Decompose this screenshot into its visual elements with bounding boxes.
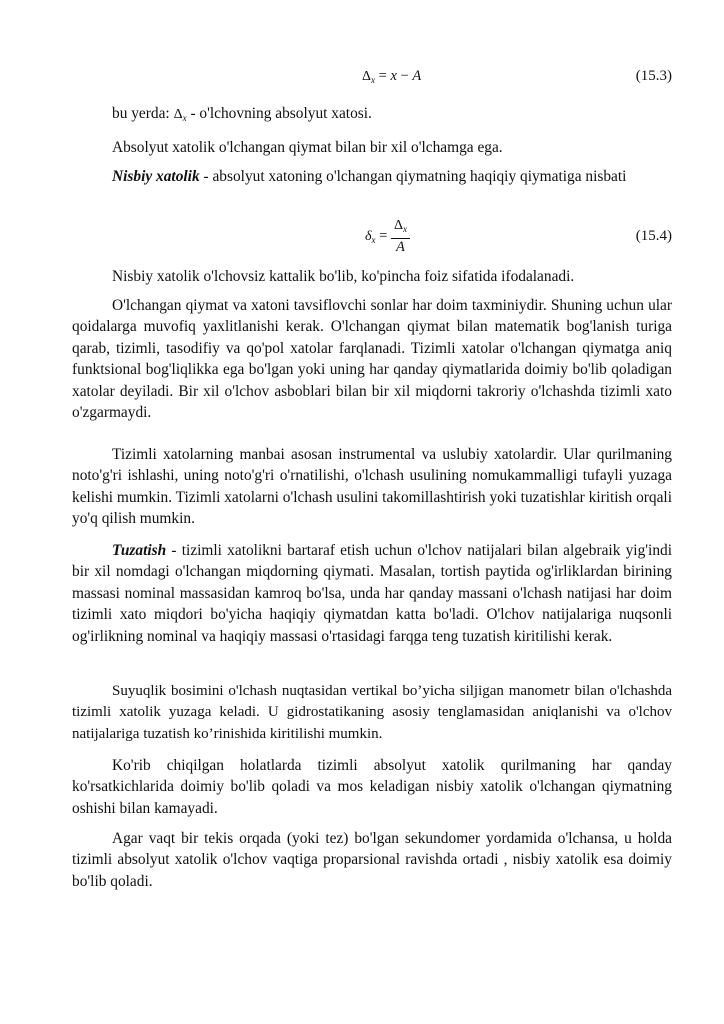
- equation-formula: [365, 218, 410, 255]
- equation-number: (15.4): [635, 228, 672, 244]
- small-delta-symbol: δ: [365, 228, 372, 244]
- paragraph-relative-error-definition: [72, 166, 672, 187]
- subscript: x: [371, 234, 376, 245]
- paragraph-stopwatch: Agar vaqt bir tekis orqada (yoki tez) bo'lgan sekundomer yordamida o'lchansa, u holda tizimli absolyut xatolik o'lchov vaqtiga proparsional ravishda ortadi , nisbiy xatolik esa doimiy bo'lib qoladi.: [72, 830, 672, 890]
- paragraph-systematic-errors: O'lchangan qiymat va xatoni tavsiflovchi sonlar har doim taxminiydir. Shuning uchun ular qoidalarga muvofiq yaxlitlanishi kerak. O'lchangan qiymat bilan matematik bog'lanish turiga qarab, tizimli, tasodifiy va qo'pol xatolar farqlanadi. Tizimli xatolar o'lchangan qiymatga aniq funktsional bog'liqlikka ega bo'lgan yoki uning har qanday qiymatlarida doimiy bo'lib qoladigan xatolar deyiladi. Bir xil o'lchov asboblari bilan bir xil miqdorni takroriy o'lchashda tizimli xato o'zgarmaydi.: [72, 297, 672, 422]
- delta-symbol: Δ: [173, 107, 183, 122]
- equals-sign: =: [379, 227, 388, 244]
- variable-x: x: [390, 68, 397, 84]
- paragraph-correction: [72, 540, 672, 647]
- equals-sign: =: [378, 68, 387, 84]
- fraction: [391, 218, 410, 255]
- variable-a: A: [412, 68, 422, 84]
- equation-number: (15.3): [635, 68, 672, 84]
- minus-sign: −: [400, 68, 409, 84]
- equation-formula: [362, 68, 421, 85]
- where-line: [72, 103, 672, 129]
- paragraph-manometer: Suyuqlik bosimini o'lchash nuqtasidan vertikal bo’yicha siljigan manometr bilan o'lchashda tizimli xatolik yuzaga keladi. U gidrostatikaning asosiy tenglamasidan aniqlanishi va o'lchov natijalariga tuzatish ko’rinishida kiritilishi mumkin.: [72, 683, 672, 742]
- delta-symbol: Δ: [393, 218, 403, 233]
- fraction-numerator: [391, 218, 410, 239]
- equation-15-4: [72, 218, 672, 258]
- paragraph-error-sources: Tizimli xatolarning manbai asosan instrumental va uslubiy xatolardir. Ular qurilmaning noto'g'ri ishlashi, uning noto'g'ri o'rnatilishi, o'lchash usulining nomukammalligi tufayli yuzaga kelishi mumkin. Tizimli xatolarni o'lchash usulini takomillashtirish yoki tuzatishlar kiritish orqali yo'q qilish mumkin.: [72, 446, 672, 528]
- paragraph-dimensionless: Nisbiy xatolik o'lchovsiz kattalik bo'lib, ko'pincha foiz sifatida ifodalanadi.: [112, 268, 575, 285]
- term-relative-error: Nisbiy xatolik: [112, 168, 200, 185]
- term-correction: Tuzatish: [112, 542, 167, 559]
- definition-text: - tizimli xatolikni bartaraf etish uchun o'lchov natijalari bilan algebraik yig'indi bir xil nomdagi o'lchangan miqdorning qiymati. Masalan, tortish paytida og'irliklardan birining massasi nominal massasidan kamroq bo'lsa, unda har qanday massani o'lchash natijasi har doim tizimli xato miqdori bo'yicha haqiqiy qiymatdan katta bo'ladi. O'lchov natijalariga nuqsonli og'irlikning nominal va haqiqiy massasi o'rtasidagi farqga teng tuzatish kiritilishi kerak.: [72, 542, 672, 645]
- paragraph-absolute-error: Absolyut xatolik o'lchangan qiymat bilan bir xil o'lchamga ega.: [112, 139, 503, 156]
- subscript: x: [182, 113, 187, 123]
- fraction-denominator: A: [396, 239, 405, 255]
- subscript: x: [371, 75, 376, 85]
- definition-text: - absolyut xatoning o'lchangan qiymatning haqiqiy qiymatiga nisbati: [199, 168, 627, 185]
- subscript: x: [402, 224, 407, 234]
- paragraph-constant-error: Ko'rib chiqilgan holatlarda tizimli absolyut xatolik qurilmaning har qanday ko'rsatkichlarida doimiy bo'lib qoladi va mos keladigan nisbiy xatolik o'lchangan qiymatning oshishi bilan kamayadi.: [72, 757, 672, 817]
- where-text: - o'lchovning absolyut xatosi.: [190, 105, 372, 122]
- where-prefix: bu yerda:: [112, 105, 170, 122]
- delta-symbol: Δ: [362, 69, 372, 84]
- equation-15-3: [72, 68, 672, 90]
